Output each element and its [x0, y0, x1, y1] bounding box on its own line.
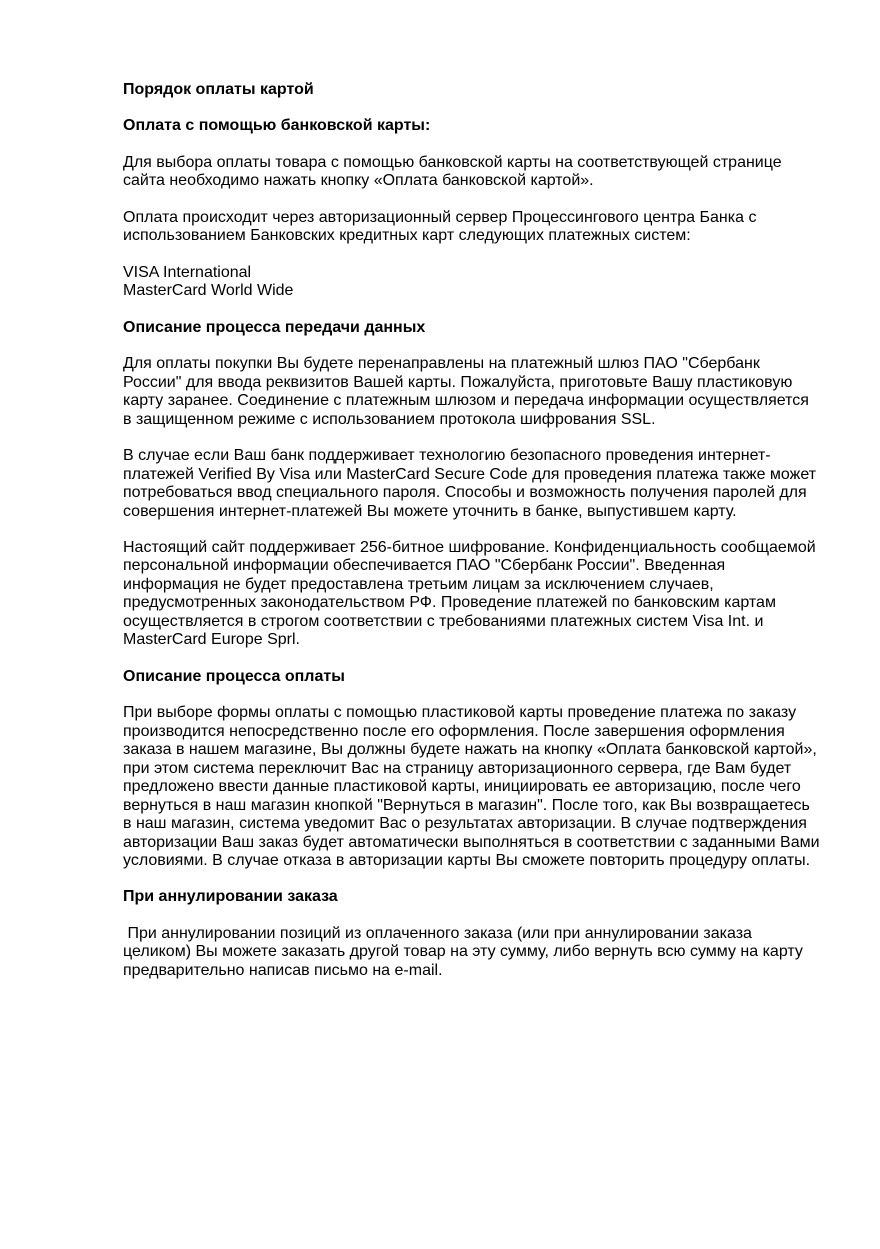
payment-system-visa: VISA International [123, 263, 252, 281]
paragraph-encryption-confidentiality: Настоящий сайт поддерживает 256-битное шифрование. Конфиденциальность сообщаемой персональной информации обеспечивается ПАО "Сбербанк России". Введенная информация не будет предоставлена третьим лицам за исключением случаев, предусмотренных законодательством РФ. Проведение платежей по банковским картам осуществляется в строгом соответствии с требованиями платежных систем Visa Int. и MasterCard Europe Sprl. [123, 538, 821, 649]
payment-systems-list [123, 264, 820, 301]
paragraph-authorization-server: Оплата происходит через авторизационный сервер Процессингового центра Банка с использованием Банковских кредитных карт следующих платежных систем: [123, 208, 761, 245]
paragraph-payment-gateway: Для оплаты покупки Вы будете перенаправлены на платежный шлюз ПАО "Сбербанк России" для ввода реквизитов Вашей карты. Пожалуйста, приготовьте Вашу пластиковую карту заранее. Соединение с платежным шлюзом и передача информации осуществляется в защищенном режиме с использованием протокола шифрования SSL. [123, 355, 814, 428]
paragraph-choose-card-payment: Для выбора оплаты товара с помощью банковской карты на соответствующей странице сайта необходимо нажать кнопку «Оплата банковской картой». [123, 153, 787, 190]
payment-system-mastercard: MasterCard World Wide [123, 282, 294, 300]
heading-payment-process: Описание процесса оплаты [123, 667, 345, 685]
heading-data-transfer-process: Описание процесса передачи данных [123, 318, 426, 336]
document-content [123, 81, 824, 998]
heading-order-cancellation: При аннулировании заказа [123, 888, 338, 906]
heading-payment-order-title: Порядок оплаты картой [123, 81, 314, 98]
paragraph-order-cancellation-details: При аннулировании позиций из оплаченного заказа (или при аннулировании заказа целиком) Вы можете заказать другой товар на эту сумму, либо вернуть всю сумму на карту предварительно написав письмо на e-mail. [123, 924, 808, 979]
paragraph-payment-process-details: При выборе формы оплаты с помощью пластиковой карты проведение платежа по заказу производится непосредственно после его оформления. После завершения оформления заказа в нашем магазине, Вы должны будете нажать на кнопку «Оплата банковской картой», при этом система переключит Вас на страницу авторизационного сервера, где Вам будет предложено ввести данные пластиковой карты, инициировать ее авторизацию, после чего вернуться в наш магазин кнопкой "Вернуться в магазин". После того, как Вы возвращаетесь в наш магазин, система уведомит Вас о результатах авторизации. В случае подтверждения авторизации Ваш заказ будет автоматически выполняться в соответствии с заданными Вами условиями. В случае отказа в авторизации карты Вы сможете повторить процедуру оплаты. [123, 704, 824, 869]
paragraph-secure-code: В случае если Ваш банк поддерживает технологию безопасного проведения интернет-платежей Verified By Visa или MasterCard Secure Code для проведения платежа также может потребоваться ввод специального пароля. Способы и возможность получения паролей для совершения интернет-платежей Вы можете уточнить в банке, выпустившем карту. [123, 447, 821, 520]
heading-bank-card-payment: Оплата с помощью банковской карты: [123, 117, 431, 135]
